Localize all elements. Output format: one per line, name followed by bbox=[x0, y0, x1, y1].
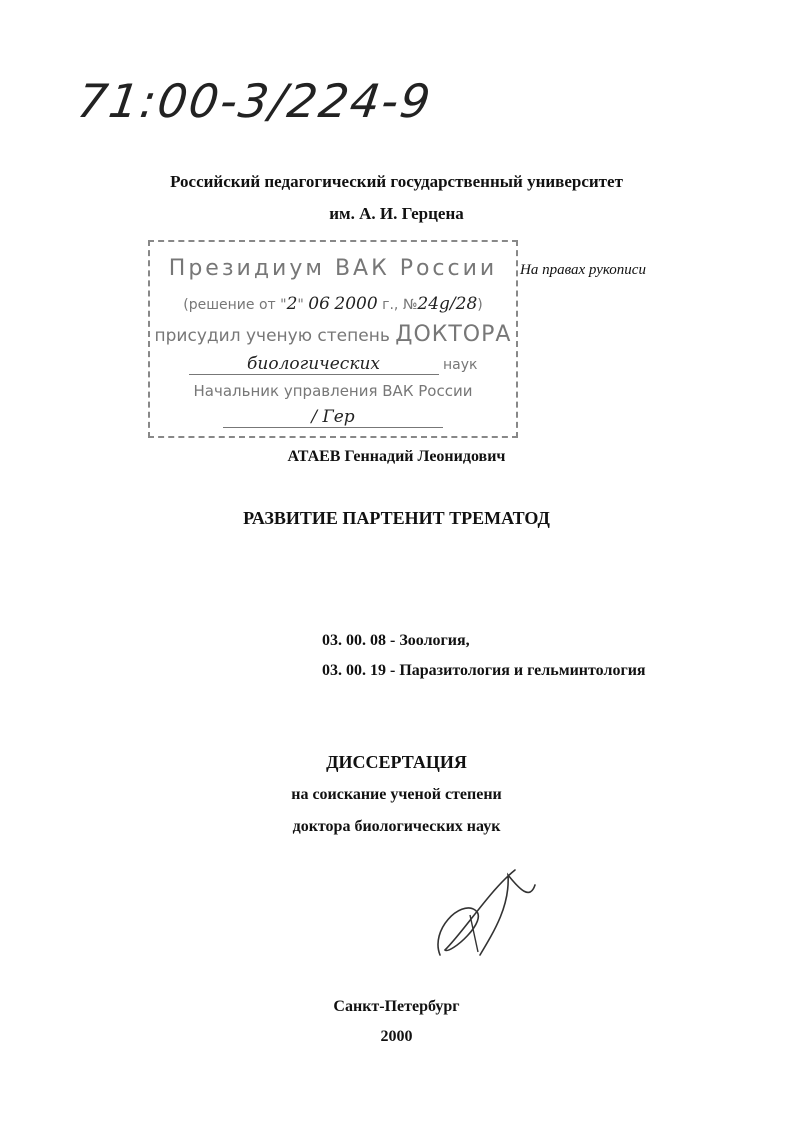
dissertation-degree-line2: доктора биологических наук bbox=[292, 818, 501, 835]
stamp-awarded-text: присудил ученую степень bbox=[154, 326, 390, 346]
stamp-field-handwritten: биологических bbox=[189, 354, 439, 375]
stamp-decision-day: 2 bbox=[286, 294, 298, 314]
stamp-decision-year: 2000 bbox=[334, 294, 378, 314]
author-name: АТАЕВ Геннадий Леонидович bbox=[287, 448, 506, 465]
rights-note: На правах рукописи bbox=[520, 262, 646, 278]
stamp-decision-mid: " bbox=[297, 297, 304, 313]
stamp-decision-month: 06 bbox=[308, 294, 330, 314]
dissertation-title: РАЗВИТИЕ ПАРТЕНИТ ТРЕМАТОД bbox=[243, 508, 550, 528]
stamp-signature-mark: / Гер bbox=[223, 407, 443, 428]
author-signature bbox=[420, 860, 550, 970]
dissertation-heading: ДИССЕРТАЦИЯ bbox=[326, 752, 467, 772]
stamp-awarded bbox=[150, 322, 516, 347]
stamp-field-suffix: наук bbox=[442, 357, 478, 373]
stamp-decision-suffix: г., № bbox=[382, 297, 418, 313]
dissertation-degree-line1: на соискание ученой степени bbox=[291, 786, 502, 803]
signature-stroke bbox=[438, 870, 535, 955]
stamp-decision-number: 24g/28 bbox=[417, 294, 478, 314]
stamp-title: Президиум ВАК России bbox=[168, 256, 498, 281]
stamp-degree: ДОКТОРА bbox=[395, 322, 512, 347]
specialty-2: 03. 00. 19 - Паразитология и гельминтология bbox=[322, 662, 646, 679]
university-name: Российский педагогический государственный университет bbox=[170, 172, 623, 191]
university-name-line2: им. А. И. Герцена bbox=[329, 204, 464, 223]
stamp-decision bbox=[150, 294, 516, 314]
archive-code: 71:00-3/224-9 bbox=[74, 74, 436, 128]
vak-stamp bbox=[148, 240, 518, 438]
stamp-head: Начальник управления ВАК России bbox=[193, 382, 473, 400]
year: 2000 bbox=[380, 1028, 413, 1045]
city: Санкт-Петербург bbox=[333, 998, 460, 1015]
stamp-field bbox=[150, 354, 516, 375]
stamp-decision-prefix: (решение от " bbox=[183, 297, 287, 313]
stamp-decision-close: ) bbox=[477, 297, 483, 313]
stamp-signature-line bbox=[150, 407, 516, 428]
specialty-1: 03. 00. 08 - Зоология, bbox=[322, 632, 470, 649]
